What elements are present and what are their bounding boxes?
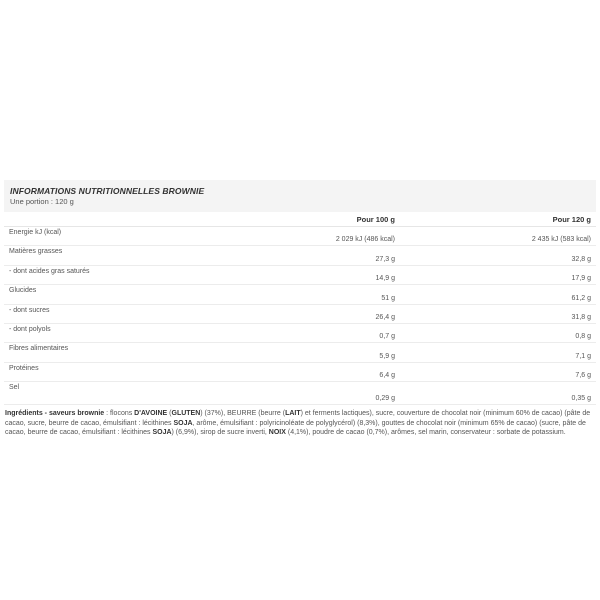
value-per120: 0,8 g — [400, 323, 596, 342]
header-per100: Pour 100 g — [204, 212, 400, 227]
value-per120: 32,8 g — [400, 246, 596, 265]
nutrient-label: Matières grasses — [4, 246, 204, 265]
value-per120: 61,2 g — [400, 285, 596, 304]
ingredient-text: ) (37%), BEURRE (beurre ( — [200, 410, 286, 418]
value-per120: 0,35 g — [400, 382, 596, 405]
ingredient-text: ) (6,9%), sirop de sucre inverti, — [171, 429, 269, 437]
nutrient-label: - dont acides gras saturés — [4, 265, 204, 284]
nutrient-label: - dont polyols — [4, 323, 204, 342]
ingredient-text: : flocons — [106, 410, 135, 418]
ingredient-allergen: LAIT — [285, 410, 301, 418]
nutrition-rows — [4, 227, 596, 405]
table-row — [4, 362, 596, 381]
ingredient-allergen: GLUTEN — [171, 410, 201, 418]
value-per120: 7,1 g — [400, 343, 596, 362]
value-per100: 5,9 g — [204, 343, 400, 362]
ingredient-text: , arôme, émulsifiant : polyricinoléate de polyglycérol) (8,3%), gouttes de chocolat noir (minimum 65% de cacao) (sucre, pâte de cacao, beurre de cacao, émulsifiant : lécithines — [5, 419, 586, 437]
value-per100: 14,9 g — [204, 265, 400, 284]
value-per100: 0,7 g — [204, 323, 400, 342]
ingredient-allergen: SOJA — [152, 429, 172, 437]
table-row — [4, 382, 596, 405]
value-per120: 31,8 g — [400, 304, 596, 323]
ingredient-allergen: NOIX — [268, 429, 286, 437]
ingredient-allergen: SOJA — [173, 419, 193, 427]
value-per100: 2 029 kJ (486 kcal) — [204, 227, 400, 246]
table-header-row — [4, 212, 596, 227]
nutrient-label: Protéines — [4, 362, 204, 381]
ingredients-heading: Ingrédients - saveurs brownie — [5, 410, 105, 418]
ingredients-text — [4, 405, 596, 438]
value-per100: 6,4 g — [204, 362, 400, 381]
value-per100: 27,3 g — [204, 246, 400, 265]
value-per100: 0,29 g — [204, 382, 400, 405]
value-per120: 17,9 g — [400, 265, 596, 284]
nutrient-label: Sel — [4, 382, 204, 405]
ingredient-text: ( — [167, 410, 172, 418]
nutrient-label: Glucides — [4, 285, 204, 304]
table-row — [4, 343, 596, 362]
table-row — [4, 323, 596, 342]
nutrition-header — [4, 180, 596, 212]
table-row — [4, 265, 596, 284]
nutrition-panel — [4, 180, 596, 438]
ingredient-text: (4,1%), poudre de cacao (0,7%), arômes, sel marin, conservateur : sorbate de potassium. — [285, 429, 566, 437]
value-per120: 7,6 g — [400, 362, 596, 381]
value-per120: 2 435 kJ (583 kcal) — [400, 227, 596, 246]
table-row — [4, 304, 596, 323]
nutrient-label: - dont sucres — [4, 304, 204, 323]
header-per120: Pour 120 g — [400, 212, 596, 227]
ingredient-text: ) et ferments lactiques), sucre, couverture de chocolat noir (minimum 60% de cacao) (pâte de cacao, sucre, beurre de cacao, émulsifiant : lécithines — [5, 410, 591, 427]
nutrition-title: INFORMATIONS NUTRITIONNELLES BROWNIE — [10, 186, 205, 196]
value-per100: 51 g — [204, 285, 400, 304]
header-blank — [4, 212, 204, 227]
portion-size: Une portion : 120 g — [10, 197, 74, 206]
nutrient-label: Energie kJ (kcal) — [4, 227, 204, 246]
table-row — [4, 227, 596, 246]
nutrient-label: Fibres alimentaires — [4, 343, 204, 362]
table-row — [4, 285, 596, 304]
value-per100: 26,4 g — [204, 304, 400, 323]
ingredient-allergen: D'AVOINE — [134, 410, 168, 418]
nutrition-table — [4, 212, 596, 405]
table-row — [4, 246, 596, 265]
